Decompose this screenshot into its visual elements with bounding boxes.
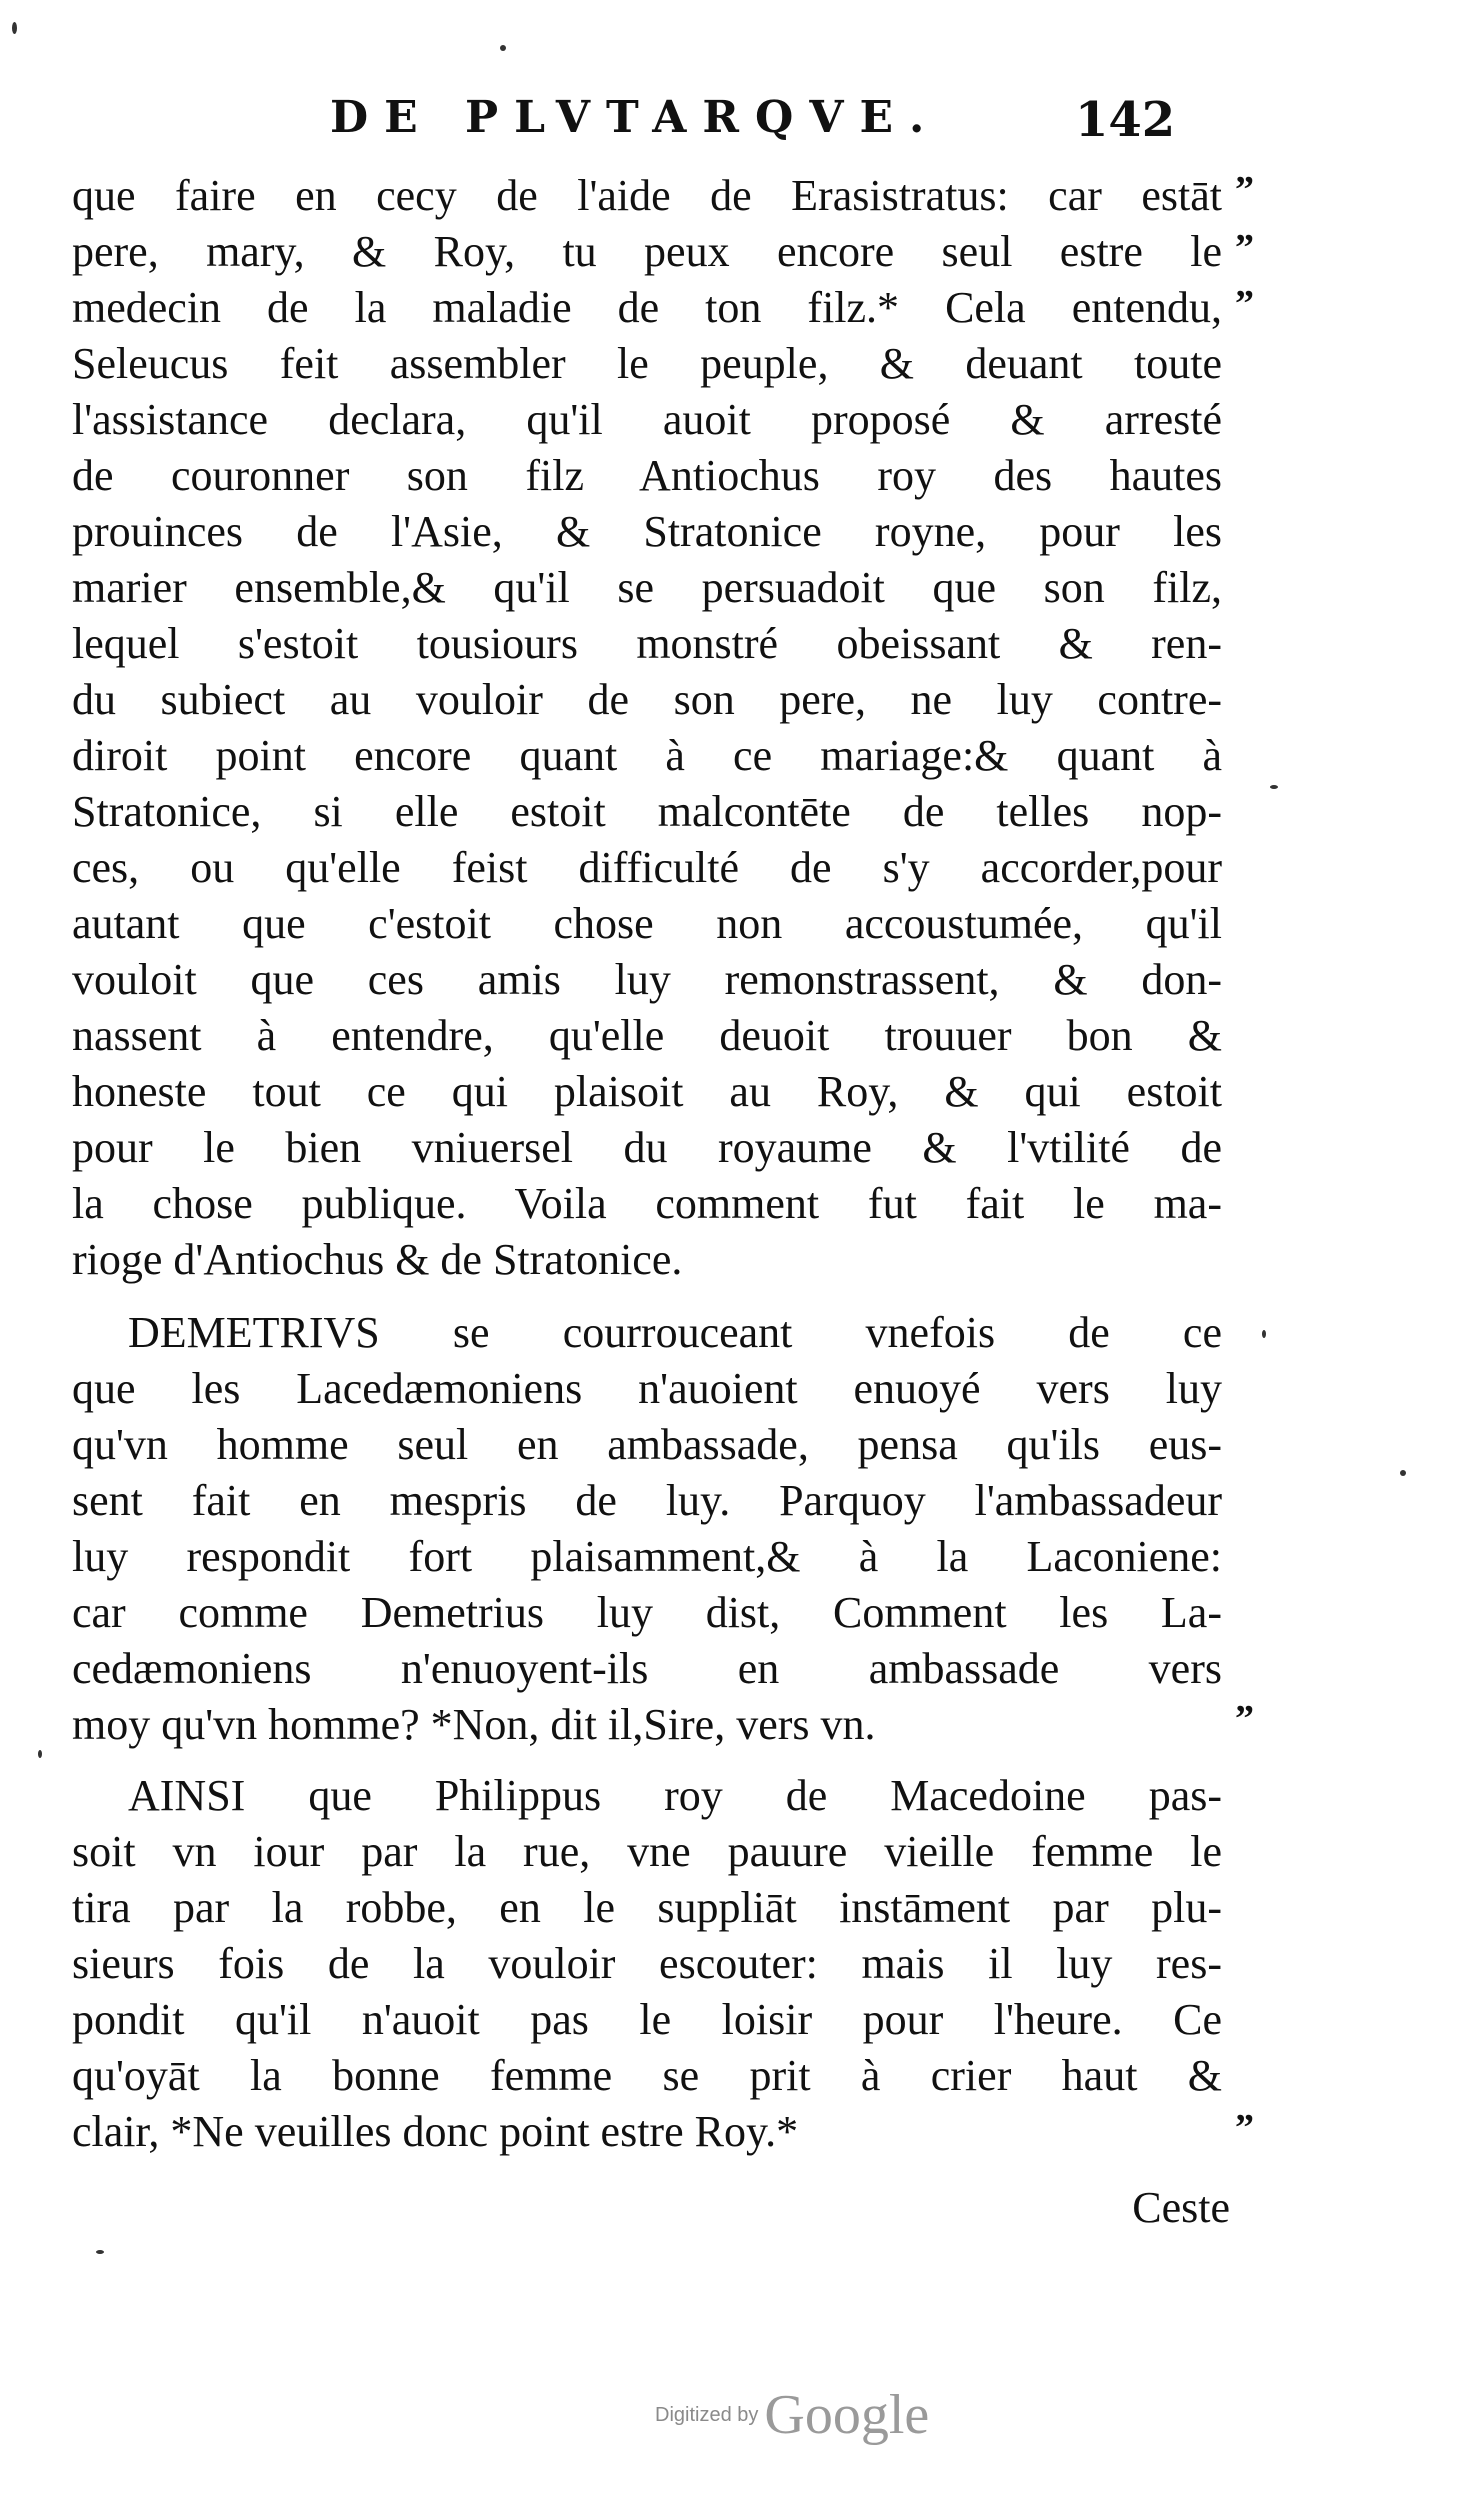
text-line: cedæmoniens n'enuoyent-ils en ambassade vers xyxy=(72,1644,1222,1693)
text-line: que faire en cecy de l'aide de Erasistratus: car estāt xyxy=(72,171,1222,220)
text-line: clair, *Ne veuilles donc point estre Roy.* xyxy=(72,2107,799,2156)
margin-quote-mark: ” xyxy=(1235,169,1258,211)
text-line: nassent à entendre, qu'elle deuoit trouuer bon & xyxy=(72,1011,1222,1060)
text-line: vouloit que ces amis luy remonstrassent, & don- xyxy=(72,955,1222,1004)
text-line: pour le bien vniuersel du royaume & l'vtilité de xyxy=(72,1123,1222,1172)
text-line: lequel s'estoit tousiours monstré obeissant & ren- xyxy=(72,619,1222,668)
text-line: pere, mary, & Roy, tu peux encore seul estre le xyxy=(72,227,1222,276)
text-line: honeste tout ce qui plaisoit au Roy, & qui estoit xyxy=(72,1067,1222,1116)
text-line: tira par la robbe, en le suppliāt instāment par plu- xyxy=(72,1883,1222,1932)
margin-quote-mark: ” xyxy=(1235,227,1258,269)
ink-speck xyxy=(12,22,17,34)
margin-quote-mark: ” xyxy=(1235,1698,1258,1740)
text-line: moy qu'vn homme? *Non, dit il,Sire, vers vn. xyxy=(72,1700,876,1749)
text-line: prouinces de l'Asie, & Stratonice royne, pour les xyxy=(72,507,1222,556)
margin-quote-mark: ” xyxy=(1235,283,1258,325)
text-line: sieurs fois de la vouloir escouter: mais il luy res- xyxy=(72,1939,1222,1988)
text-line: luy respondit fort plaisamment,& à la Laconiene: xyxy=(72,1532,1222,1581)
catchword: Ceste xyxy=(1132,2183,1230,2232)
text-line: Stratonice, si elle estoit malcontēte de telles nop- xyxy=(72,787,1222,836)
text-line: soit vn iour par la rue, vne pauure vieille femme le xyxy=(72,1827,1222,1876)
text-line: de couronner son filz Antiochus roy des hautes xyxy=(72,451,1222,500)
ink-speck xyxy=(1270,785,1278,789)
text-line: ces, ou qu'elle feist difficulté de s'y accorder,pour xyxy=(72,843,1222,892)
running-title: DE PLVTARQVE. xyxy=(330,92,941,143)
text-line: marier ensemble,& qu'il se persuadoit que son filz, xyxy=(72,563,1222,612)
text-line: diroit point encore quant à ce mariage:& quant à xyxy=(72,731,1222,780)
text-line: car comme Demetrius luy dist, Comment les La- xyxy=(72,1588,1222,1637)
ink-speck xyxy=(96,2250,104,2254)
text-line: AINSI que Philippus roy de Macedoine pas- xyxy=(128,1771,1222,1820)
text-line: pondit qu'il n'auoit pas le loisir pour l'heure. Ce xyxy=(72,1995,1222,2044)
google-logo: Google xyxy=(764,2384,930,2446)
ink-speck xyxy=(1262,1330,1266,1338)
text-line: l'assistance declara, qu'il auoit proposé & arresté xyxy=(72,395,1222,444)
text-line: medecin de la maladie de ton filz.* Cela entendu, xyxy=(72,283,1222,332)
page-number: 142 xyxy=(1075,92,1176,148)
text-line: autant que c'estoit chose non accoustumée, qu'il xyxy=(72,899,1222,948)
text-line: qu'oyāt la bonne femme se prit à crier haut & xyxy=(72,2051,1222,2100)
ink-speck xyxy=(38,1750,42,1758)
text-line: du subiect au vouloir de son pere, ne luy contre- xyxy=(72,675,1222,724)
text-line: sent fait en mespris de luy. Parquoy l'ambassadeur xyxy=(72,1476,1222,1525)
text-line: qu'vn homme seul en ambassade, pensa qu'ils eus- xyxy=(72,1420,1222,1469)
digitized-watermark xyxy=(655,2383,929,2447)
margin-quote-mark: ” xyxy=(1235,2107,1258,2149)
text-line: DEMETRIVS se courrouceant vnefois de ce xyxy=(128,1308,1222,1357)
text-line: Seleucus feit assembler le peuple, & deuant toute xyxy=(72,339,1222,388)
watermark-prefix: Digitized by xyxy=(655,2403,759,2426)
text-line: la chose publique. Voila comment fut fait le ma- xyxy=(72,1179,1222,1228)
ink-speck xyxy=(500,45,506,51)
text-line: que les Lacedæmoniens n'auoient enuoyé vers luy xyxy=(72,1364,1222,1413)
ink-speck xyxy=(1400,1470,1406,1476)
text-line: rioge d'Antiochus & de Stratonice. xyxy=(72,1235,683,1284)
